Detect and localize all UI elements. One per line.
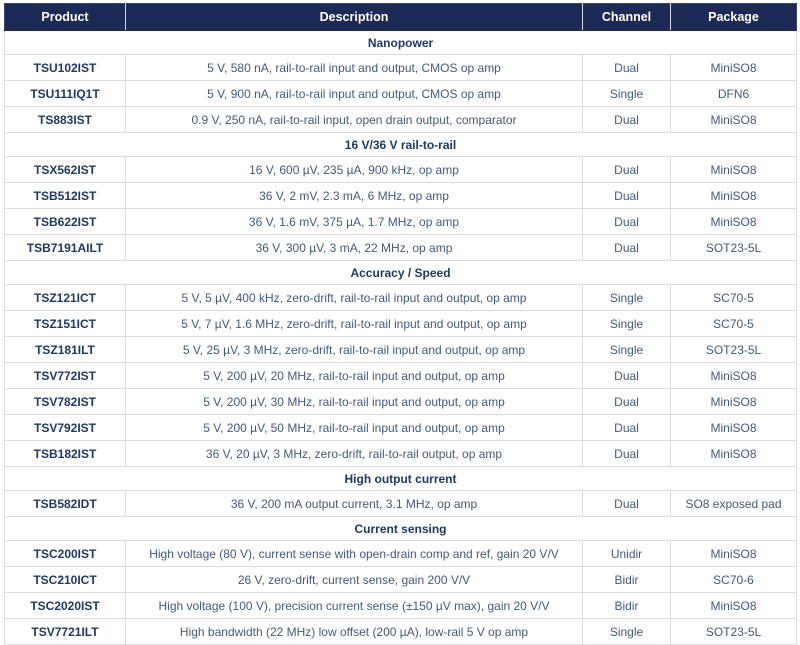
description-cell: 5 V, 200 µV, 50 MHz, rail-to-rail input and output, op amp [126, 415, 583, 441]
channel-cell: Dual [583, 107, 671, 133]
product-cell: TSV772IST [5, 363, 126, 389]
table-row [5, 55, 797, 81]
package-cell: MiniSO8 [671, 157, 797, 183]
description-cell: 36 V, 300 µV, 3 mA, 22 MHz, op amp [126, 235, 583, 261]
section-header-row [5, 133, 797, 157]
description-cell: 5 V, 200 µV, 30 MHz, rail-to-rail input and output, op amp [126, 389, 583, 415]
table-row [5, 337, 797, 363]
channel-cell: Bidir [583, 567, 671, 593]
package-cell: SC70-5 [671, 311, 797, 337]
table-row [5, 107, 797, 133]
table-row [5, 81, 797, 107]
description-cell: 5 V, 25 µV, 3 MHz, zero-drift, rail-to-rail input and output, op amp [126, 337, 583, 363]
section-title: Accuracy / Speed [5, 261, 797, 285]
product-cell: TSC200IST [5, 541, 126, 567]
channel-cell: Dual [583, 491, 671, 517]
product-cell: TSZ121ICT [5, 285, 126, 311]
table-row [5, 209, 797, 235]
package-cell: MiniSO8 [671, 55, 797, 81]
channel-cell: Dual [583, 415, 671, 441]
description-cell: 36 V, 20 µV, 3 MHz, zero-drift, rail-to-rail output, op amp [126, 441, 583, 467]
description-cell: 5 V, 7 µV, 1.6 MHz, zero-drift, rail-to-rail input and output, op amp [126, 311, 583, 337]
channel-cell: Dual [583, 55, 671, 81]
section-title: High output current [5, 467, 797, 491]
product-cell: TS883IST [5, 107, 126, 133]
package-cell: MiniSO8 [671, 107, 797, 133]
column-header-package: Package [671, 4, 797, 31]
product-cell: TSV792IST [5, 415, 126, 441]
table-row [5, 541, 797, 567]
channel-cell: Dual [583, 209, 671, 235]
table-row [5, 235, 797, 261]
description-cell: 0.9 V, 250 nA, rail-to-rail input, open drain output, comparator [126, 107, 583, 133]
section-header-row [5, 31, 797, 55]
section-header-row [5, 261, 797, 285]
column-header-description: Description [126, 4, 583, 31]
channel-cell: Bidir [583, 593, 671, 619]
product-cell: TSB622IST [5, 209, 126, 235]
package-cell: SOT23-5L [671, 235, 797, 261]
product-cell: TSC2020IST [5, 593, 126, 619]
package-cell: MiniSO8 [671, 209, 797, 235]
channel-cell: Single [583, 81, 671, 107]
package-cell: MiniSO8 [671, 389, 797, 415]
channel-cell: Dual [583, 363, 671, 389]
package-cell: MiniSO8 [671, 593, 797, 619]
description-cell: 26 V, zero-drift, current sense, gain 200 V/V [126, 567, 583, 593]
product-cell: TSV7721ILT [5, 619, 126, 645]
table-row [5, 491, 797, 517]
package-cell: MiniSO8 [671, 415, 797, 441]
section-header-row [5, 467, 797, 491]
package-cell: MiniSO8 [671, 541, 797, 567]
channel-cell: Dual [583, 389, 671, 415]
product-selection-table [4, 3, 797, 645]
package-cell: SOT23-5L [671, 337, 797, 363]
description-cell: 5 V, 580 nA, rail-to-rail input and output, CMOS op amp [126, 55, 583, 81]
table-row [5, 363, 797, 389]
channel-cell: Single [583, 311, 671, 337]
package-cell: MiniSO8 [671, 183, 797, 209]
package-cell: MiniSO8 [671, 441, 797, 467]
product-cell: TSX562IST [5, 157, 126, 183]
description-cell: High voltage (80 V), current sense with open-drain comp and ref, gain 20 V/V [126, 541, 583, 567]
product-cell: TSZ151ICT [5, 311, 126, 337]
description-cell: 5 V, 200 µV, 20 MHz, rail-to-rail input and output, op amp [126, 363, 583, 389]
table-header-row [5, 4, 797, 31]
product-cell: TSB512IST [5, 183, 126, 209]
table-body [5, 31, 797, 645]
description-cell: 36 V, 1.6 mV, 375 µA, 1.7 MHz, op amp [126, 209, 583, 235]
column-header-channel: Channel [583, 4, 671, 31]
product-cell: TSU102IST [5, 55, 126, 81]
package-cell: SC70-6 [671, 567, 797, 593]
table-row [5, 567, 797, 593]
table-header [5, 4, 797, 31]
table-row [5, 183, 797, 209]
description-cell: 36 V, 200 mA output current, 3.1 MHz, op amp [126, 491, 583, 517]
product-cell: TSC210ICT [5, 567, 126, 593]
table-row [5, 619, 797, 645]
product-cell: TSB182IST [5, 441, 126, 467]
product-cell: TSV782IST [5, 389, 126, 415]
channel-cell: Dual [583, 235, 671, 261]
description-cell: 16 V, 600 µV, 235 µA, 900 kHz, op amp [126, 157, 583, 183]
table-row [5, 441, 797, 467]
channel-cell: Dual [583, 183, 671, 209]
table-row [5, 389, 797, 415]
section-header-row [5, 517, 797, 541]
section-title: Nanopower [5, 31, 797, 55]
package-cell: SOT23-5L [671, 619, 797, 645]
table-row [5, 415, 797, 441]
product-cell: TSZ181ILT [5, 337, 126, 363]
product-cell: TSU111IQ1T [5, 81, 126, 107]
column-header-product: Product [5, 4, 126, 31]
section-title: Current sensing [5, 517, 797, 541]
package-cell: SC70-5 [671, 285, 797, 311]
package-cell: SO8 exposed pad [671, 491, 797, 517]
table-row [5, 157, 797, 183]
table-row [5, 285, 797, 311]
channel-cell: Dual [583, 157, 671, 183]
description-cell: 5 V, 5 µV, 400 kHz, zero-drift, rail-to-rail input and output, op amp [126, 285, 583, 311]
description-cell: High bandwidth (22 MHz) low offset (200 µA), low-rail 5 V op amp [126, 619, 583, 645]
description-cell: 5 V, 900 nA, rail-to-rail input and output, CMOS op amp [126, 81, 583, 107]
description-cell: High voltage (100 V), precision current sense (±150 µV max), gain 20 V/V [126, 593, 583, 619]
product-cell: TSB582IDT [5, 491, 126, 517]
channel-cell: Single [583, 337, 671, 363]
channel-cell: Single [583, 285, 671, 311]
product-cell: TSB7191AILT [5, 235, 126, 261]
description-cell: 36 V, 2 mV, 2.3 mA, 6 MHz, op amp [126, 183, 583, 209]
channel-cell: Single [583, 619, 671, 645]
table-row [5, 311, 797, 337]
channel-cell: Dual [583, 441, 671, 467]
table-row [5, 593, 797, 619]
section-title: 16 V/36 V rail-to-rail [5, 133, 797, 157]
package-cell: DFN6 [671, 81, 797, 107]
product-selection-table-container [4, 3, 796, 645]
package-cell: MiniSO8 [671, 363, 797, 389]
channel-cell: Unidir [583, 541, 671, 567]
